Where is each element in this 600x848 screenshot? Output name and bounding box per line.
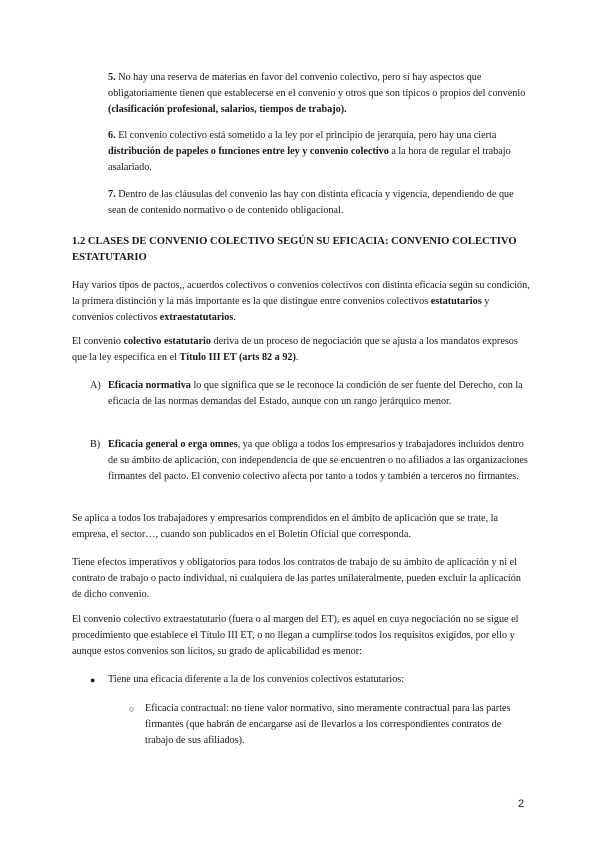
bold-text: extraestatutarios — [159, 312, 234, 323]
bullet-marker: ● — [90, 675, 96, 685]
paragraph-point-6 — [108, 128, 528, 176]
paragraph-efectos: Tiene efectos imperativos y obligatorios para todos los contratos de trabajo de su ámbito de aplicación y ni el contrato de trabajo o pacto individual, ni cualquiera de las partes unilateralmente, pueden excluir la aplicación de dicho convenio. — [72, 557, 521, 600]
bold-text: estatutarios — [430, 296, 482, 307]
page-number: 2 — [518, 798, 525, 810]
bold-text: Eficacia normativa — [108, 380, 191, 391]
point-number: 7. — [108, 189, 116, 200]
bullet-item: Tiene una eficacia diferente a la de los convenios colectivos estatutarios: — [108, 674, 405, 685]
bold-text: Título III ET (arts 82 a 92) — [179, 352, 296, 363]
paragraph-text: . — [233, 312, 236, 323]
paragraph-text: Dentro de las cláusulas del convenio las hay con distinta eficacia y vigencia, dependiendo de que sean de contenido normativo o de contenido obligacional. — [108, 189, 514, 216]
list-label-b: B) — [90, 439, 101, 450]
paragraph-text: deriva de un proceso de negociación que se ajusta a los mandatos expresos que la ley especifica en el — [72, 336, 518, 363]
bold-text: Eficacia general o erga omnes — [108, 439, 238, 450]
paragraph-point-7 — [108, 187, 528, 219]
bold-text: (clasificación profesional, salarios, tiempos de trabajo). — [108, 104, 347, 115]
list-label-a: A) — [90, 380, 101, 391]
list-item-a — [108, 378, 532, 410]
paragraph-intro — [72, 278, 532, 326]
paragraph-text: El convenio — [72, 336, 124, 347]
point-number: 5. — [108, 72, 116, 83]
paragraph-text: , ya que obliga a todos los empresarios y trabajadores incluidos dentro de su ámbito de aplicación, con independencia de que se encuentren o no afiliados a las organizaciones firmantes del pacto. El convenio colectivo afecta por tanto a todos y también a terceros no firmantes. — [108, 439, 528, 482]
paragraph-text: El convenio colectivo está sometido a la ley por el principio de jerarquía, pero hay una cierta — [115, 130, 497, 141]
bold-text: colectivo estatutario — [123, 336, 211, 347]
bold-text: distribución de papeles o funciones entre ley y convenio colectivo — [108, 146, 389, 157]
section-heading: 1.2 CLASES DE CONVENIO COLECTIVO SEGÚN SU EFICACIA: CONVENIO COLECTIVO ESTATUTARIO — [72, 236, 517, 263]
paragraph-text: No hay una reserva de materias en favor del convenio colectivo, pero sí hay aspectos que obligatoriamente tienen que establecerse en el convenio y otros que son típicos o propios del convenio — [108, 72, 526, 99]
paragraph-text: lo que significa que se le reconoce la condición de ser fuente del Derecho, con la eficacia de las normas demandas del Estado, aunque con un rango jerárquico menor. — [108, 380, 523, 407]
paragraph-text: . — [295, 352, 299, 363]
point-number: 6. — [108, 130, 116, 141]
paragraph-text: Hay varios tipos de pactos,, acuerdos colectivos o convenios colectivos con distinta eficacia según su condición, la primera distinción y la más importante es la que distingue entre convenios colectivos — [72, 280, 530, 307]
list-item-b — [108, 437, 532, 485]
sub-bullet-item: Eficacia contractual: no tiene valor normativo, sino meramente contractual para las partes firmantes (que habrán de encargarse así de llevarlos a los correspondientes contratos de trabajo de sus afiliados). — [145, 703, 511, 746]
paragraph-text: y convenios colectivos — [72, 296, 490, 323]
paragraph-extraestatutario: El convenio colectivo extraestatutario (fuera o al margen del ET), es aquel en cuya negociación no se sigue el procedimiento que establece el Título III ET, o no llegan a cumplirse todos los requisitos exigidos, por ello y aunque estos convenios son lícitos, su grado de aplicabilidad es menor: — [72, 614, 519, 657]
paragraph-text: a la hora de regular el trabajo asalariado. — [108, 146, 511, 173]
sub-bullet-marker: ○ — [129, 704, 135, 714]
paragraph-point-5 — [108, 70, 528, 118]
paragraph-aplica: Se aplica a todos los trabajadores y empresarios comprendidos en el ámbito de aplicación que se trate, la empresa, el sector…, cuando son publicados en el Boletín Oficial que corresponda. — [72, 513, 499, 540]
paragraph-estatutario — [72, 334, 532, 366]
